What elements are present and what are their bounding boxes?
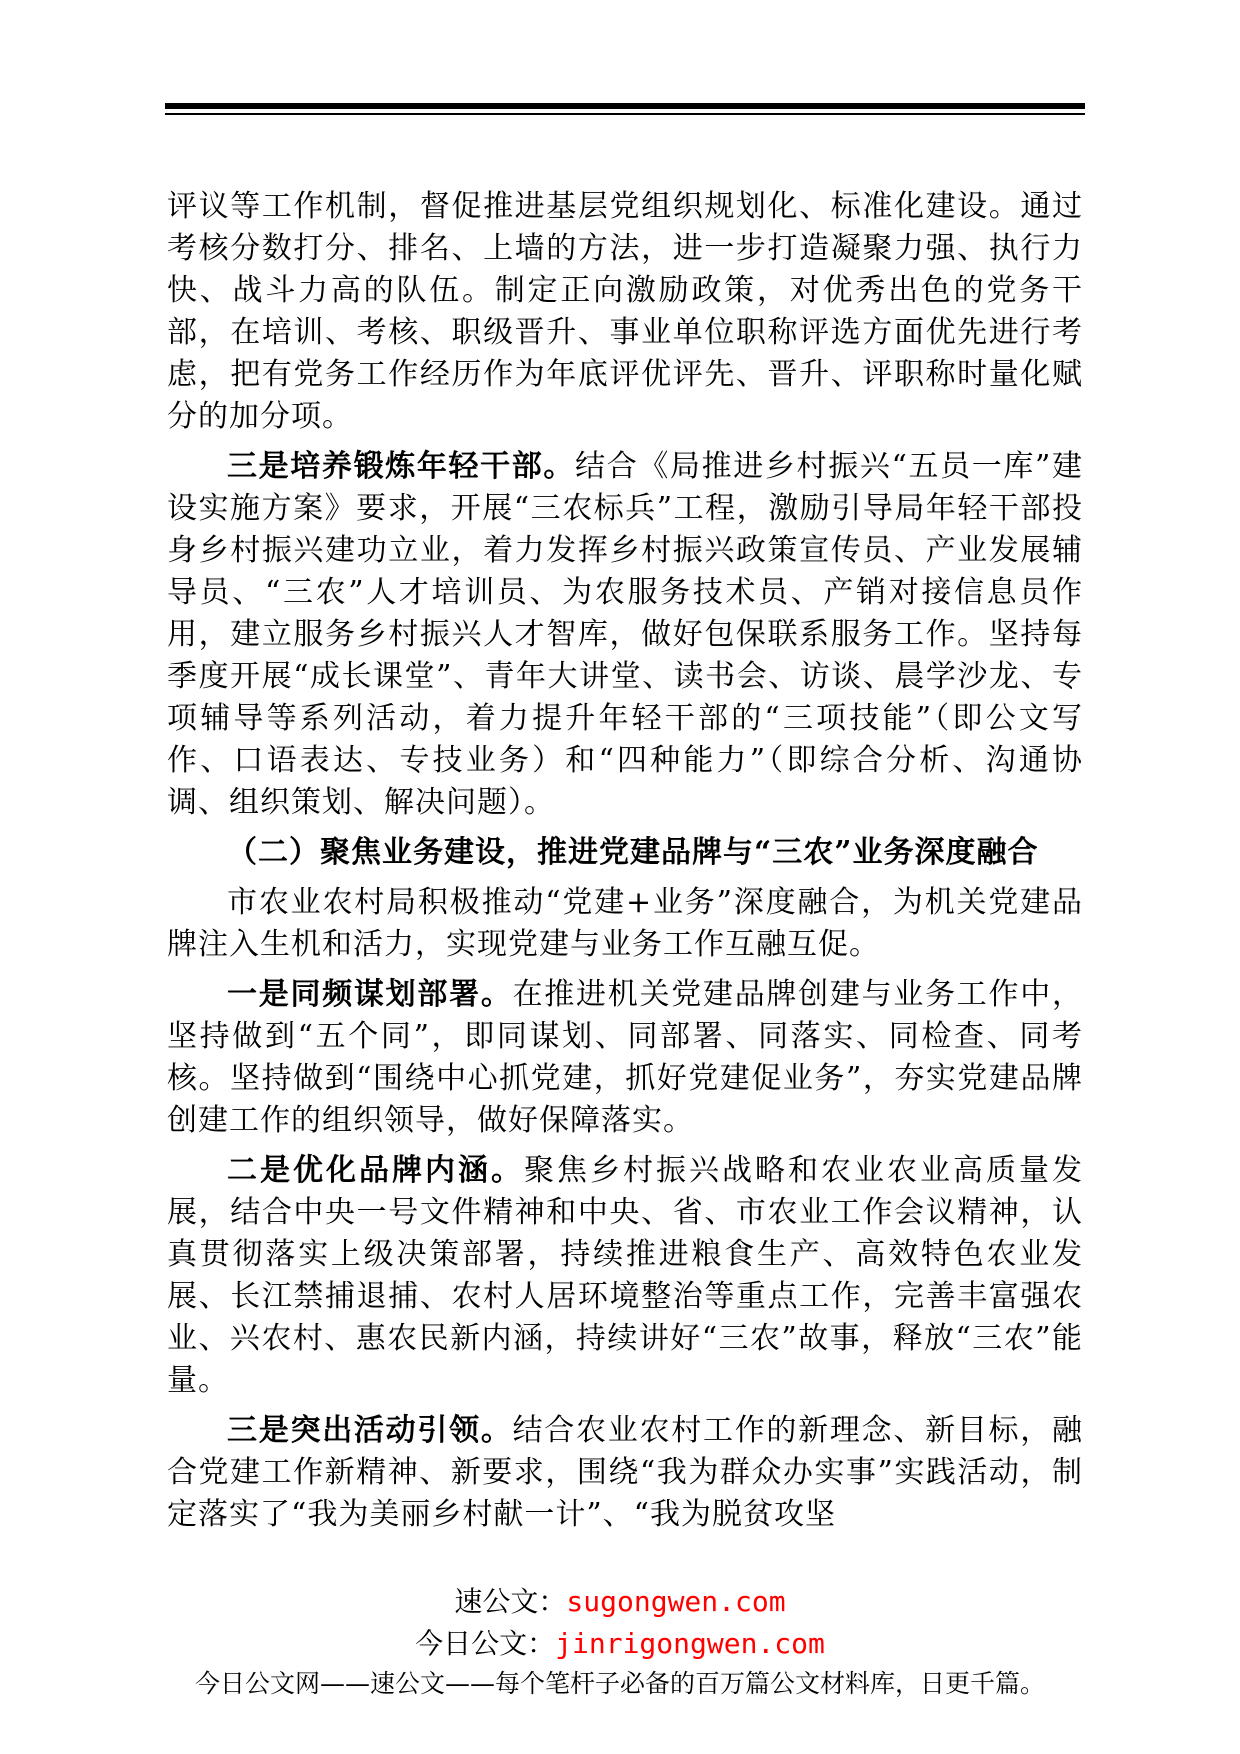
paragraph-lead: 三是突出活动引领。 [227,1413,513,1448]
paragraph-planning [167,974,1083,1142]
section-heading: （二）聚焦业务建设，推进党建品牌与“三农”业务深度融合 [227,835,1039,870]
paragraph-intro [167,882,1083,966]
paragraph-text: 评议等工作机制，督促推进基层党组织规划化、标准化建设。通过考核分数打分、排名、上墙的方法，进一步打造凝聚力强、执行力快、战斗力高的队伍。制定正向激励政策，对优秀出色的党务干部，在培训、考核、职级晋升、事业单位职称评选方面优先进行考虑，把有党务工作经历作为年底评优评先、晋升、评职称时量化赋分的加分项。 [167,189,1083,434]
paragraph-text: 聚焦乡村振兴战略和农业农业高质量发展，结合中央一号文件精神和中央、省、市农业工作会议精神，认真贯彻落实上级决策部署，持续推进粮食生产、高效特色农业发展、长江禁捕退捕、农村人居环境整治等重点工作，完善丰富强农业、兴农村、惠农民新内涵，持续讲好“三农”故事，释放“三农”能量。 [167,1153,1083,1398]
paragraph-text: 市农业农村局积极推动“党建+业务”深度融合，为机关党建品牌注入生机和活力，实现党建与业务工作互融互促。 [167,885,1083,962]
paragraph-continuation [167,186,1083,438]
footer-slogan: 今日公文网——速公文——每个笔杆子必备的百万篇公文材料库，日更千篇。 [194,1669,1045,1698]
header-rule-thick [165,103,1085,109]
footer-link-jinrigongwen[interactable]: jinrigongwen.com [555,1627,825,1660]
paragraph-young-cadres [167,446,1083,824]
document-body [167,186,1083,1544]
paragraph-brand [167,1150,1083,1402]
paragraph-lead: 二是优化品牌内涵。 [227,1153,524,1188]
header-rule-thin [165,113,1085,115]
paragraph-text: 在推进机关党建品牌创建与业务工作中，坚持做到“五个同”，即同谋划、同部署、同落实、同检查、同考核。坚持做到“围绕中心抓党建，抓好党建促业务”，夯实党建品牌创建工作的组织领导，做好保障落实。 [167,977,1084,1138]
footer-label: 速公文： [454,1585,567,1618]
paragraph-lead: 三是培养锻炼年轻干部。 [227,449,576,484]
footer-link-sugongwen[interactable]: sugongwen.com [566,1585,786,1618]
footer-line-sugongwen [0,1580,1240,1620]
paragraph-lead: 一是同频谋划部署。 [227,977,513,1012]
paragraph-activities [167,1410,1083,1536]
footer-label: 今日公文： [415,1627,556,1660]
paragraph-text: 结合农业农村工作的新理念、新目标，融合党建工作新精神、新要求，围绕“我为群众办实事”实践活动，制定落实了“我为美丽乡村献一计”、“我为脱贫攻坚 [167,1413,1084,1532]
paragraph-text: 结合《局推进乡村振兴“五员一库”建设实施方案》要求，开展“三农标兵”工程，激励引导局年轻干部投身乡村振兴建功立业，着力发挥乡村振兴政策宣传员、产业发展辅导员、“三农”人才培训员、为农服务技术员、产销对接信息员作用，建立服务乡村振兴人才智库，做好包保联系服务工作。坚持每季度开展“成长课堂”、青年大讲堂、读书会、访谈、晨学沙龙、专项辅导等系列活动，着力提升年轻干部的“三项技能”（即公文写作、口语表达、专技业务）和“四种能力”（即综合分析、沟通协调、组织策划、解决问题）。 [167,449,1083,820]
footer-line-jinrigongwen [0,1622,1240,1662]
